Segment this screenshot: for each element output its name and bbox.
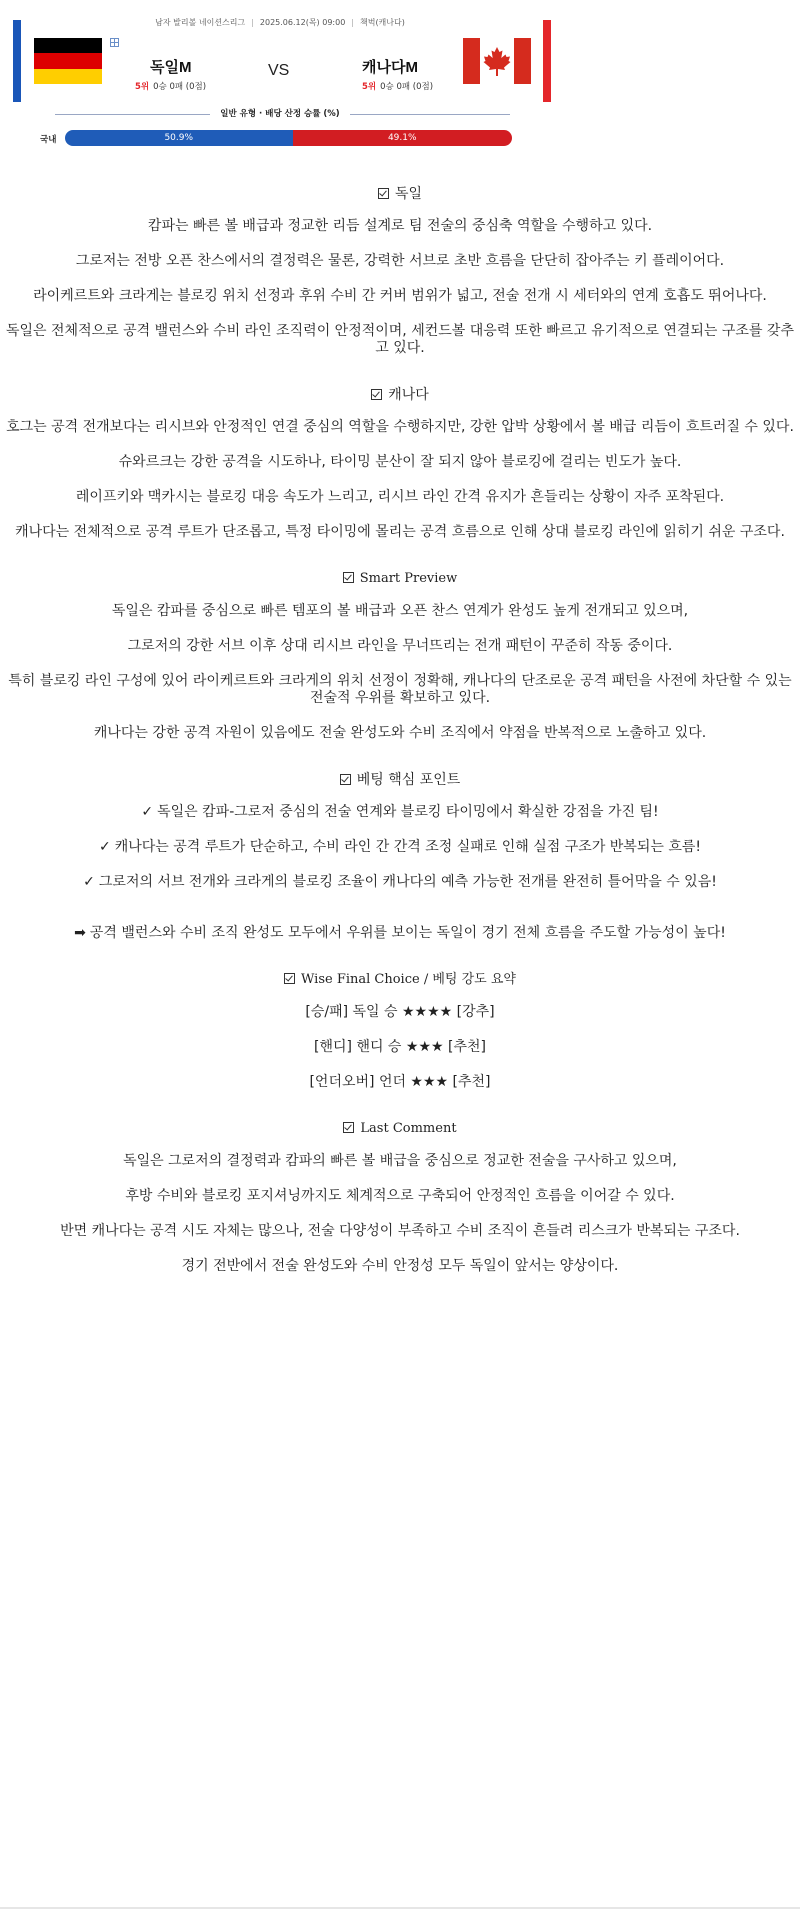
section-germany bbox=[0, 184, 800, 357]
home-team-rank: 5위 bbox=[135, 82, 150, 92]
conclusion: ➡ 공격 밸런스와 수비 조직 완성도 모두에서 우위를 보이는 독일이 경기 전체 흐름을 주도할 가능성이 높다! bbox=[74, 925, 726, 941]
check-icon: ✓ bbox=[141, 804, 154, 820]
odds-title: 일반 유형 · 배당 산정 승률 (%) bbox=[210, 107, 350, 119]
match-datetime: 2025.06.12(목) 09:00 bbox=[259, 18, 346, 27]
paragraph: 캄파는 빠른 볼 배급과 정교한 리듬 설계로 팀 전술의 중심축 역할을 수행하고 있다. bbox=[147, 218, 653, 234]
section-title: Last Comment bbox=[0, 1119, 800, 1139]
section-title: 독일 bbox=[0, 184, 800, 204]
home-team-score: 0승 0패 (0점) bbox=[153, 82, 207, 92]
paragraph: 특히 블로킹 라인 구성에 있어 라이케르트와 크라게의 위치 선정이 정확해, 캐나다의 단조로운 공격 패턴을 사전에 차단할 수 있는 전술적 우위를 확보하고 있다. bbox=[8, 673, 792, 706]
paragraph: 반면 캐나다는 공격 시도 자체는 많으나, 전술 다양성이 부족하고 수비 조직이 흔들려 리스크가 반복되는 구조다. bbox=[60, 1223, 740, 1239]
away-team-record bbox=[362, 80, 433, 92]
checkbox-icon bbox=[340, 774, 351, 785]
section-canada bbox=[0, 385, 800, 541]
paragraph: 호그는 공격 전개보다는 리시브와 안정적인 연결 중심의 역할을 수행하지만, 강한 압박 상황에서 볼 배급 리듬이 흐트러질 수 있다. bbox=[6, 419, 794, 435]
paragraph: 캐나다는 강한 공격 자원이 있음에도 전술 완성도와 수비 조직에서 약점을 반복적으로 노출하고 있다. bbox=[93, 725, 707, 741]
pick-line: [언더오버] 언더 ★★★ [추천] bbox=[309, 1074, 491, 1090]
checkbox-icon bbox=[343, 1122, 354, 1133]
list-item: ✓ 그로저의 서브 전개와 크라게의 블로킹 조율이 캐나다의 예측 가능한 전개를 완전히 틀어막을 수 있음! bbox=[83, 874, 717, 890]
list-item: ✓ 캐나다는 공격 루트가 단순하고, 수비 라인 간 간격 조정 실패로 인해 실점 구조가 반복되는 흐름! bbox=[98, 839, 701, 855]
checkbox-icon bbox=[343, 572, 354, 583]
paragraph: 라이케르트와 크라게는 블로킹 위치 선정과 후위 수비 간 커버 범위가 넓고, 전술 전개 시 세터와의 연계 호흡도 뛰어나다. bbox=[33, 288, 767, 304]
list-item: ✓ 독일은 캄파-그로저 중심의 전술 연계와 블로킹 타이밍에서 확실한 강점을 가진 팀! bbox=[141, 804, 659, 820]
away-team-score: 0승 0패 (0점) bbox=[380, 82, 434, 92]
home-probability: 50.9% bbox=[65, 130, 293, 146]
section-smart-preview bbox=[0, 569, 800, 742]
paragraph: 캐나다는 전체적으로 공격 루트가 단조롭고, 특정 타이밍에 몰리는 공격 흐름으로 인해 상대 블로킹 라인에 읽히기 쉬운 구조다. bbox=[15, 524, 785, 540]
pick-line: [승/패] 독일 승 ★★★★ [강추] bbox=[305, 1004, 495, 1020]
away-probability: 49.1% bbox=[293, 130, 512, 146]
paragraph: 후방 수비와 블로킹 포지셔닝까지도 체계적으로 구축되어 안정적인 흐름을 이어갈 수 있다. bbox=[125, 1188, 675, 1204]
arrow-right-icon: ➡ bbox=[74, 925, 86, 941]
pick-line: [핸디] 핸디 승 ★★★ [추천] bbox=[314, 1039, 486, 1055]
match-header bbox=[0, 0, 560, 160]
prob-label: 국내 bbox=[40, 135, 57, 145]
section-title: Wise Final Choice / 베팅 강도 요약 bbox=[0, 970, 800, 990]
section-last-comment bbox=[0, 1119, 800, 1275]
home-accent-bar bbox=[13, 20, 21, 102]
check-icon: ✓ bbox=[83, 874, 95, 890]
match-venue: 책벅(캐나다) bbox=[359, 18, 405, 27]
section-title: 캐나다 bbox=[0, 385, 800, 405]
match-info: 남자 발리볼 네이션스리그 | 2025.06.12(목) 09:00 | 책벅(캐나다) bbox=[155, 18, 405, 27]
paragraph: 그로저는 전방 오픈 찬스에서의 결정력은 물론, 강력한 서브로 초반 흐름을 단단히 잡아주는 키 플레이어다. bbox=[75, 253, 725, 269]
vs-label: VS bbox=[268, 62, 290, 79]
germany-flag-icon bbox=[34, 38, 102, 84]
paragraph: 그로저의 강한 서브 이후 상대 리시브 라인을 무너뜨리는 전개 패턴이 꾸준히 작동 중이다. bbox=[127, 638, 673, 654]
check-icon: ✓ bbox=[98, 839, 111, 855]
canada-flag-icon bbox=[463, 38, 531, 84]
league-name: 남자 발리볼 네이션스리그 bbox=[155, 18, 246, 27]
paragraph: 슈와르크는 강한 공격을 시도하나, 타이밍 분산이 잘 되지 않아 블로킹에 걸리는 빈도가 높다. bbox=[118, 454, 682, 470]
article-body bbox=[0, 184, 800, 1303]
checkbox-icon bbox=[284, 973, 295, 984]
win-probability-bar bbox=[65, 130, 512, 146]
checkbox-icon bbox=[371, 389, 382, 400]
section-betting-points bbox=[0, 770, 800, 942]
grid-icon bbox=[110, 38, 119, 47]
paragraph: 독일은 그로저의 결정력과 캄파의 빠른 볼 배급을 중심으로 정교한 전술을 구사하고 있으며, bbox=[123, 1153, 677, 1169]
checkbox-icon bbox=[378, 188, 389, 199]
away-team-rank: 5위 bbox=[362, 82, 377, 92]
home-team-name: 독일M bbox=[150, 59, 192, 76]
paragraph: 독일은 캄파를 중심으로 빠른 템포의 볼 배급과 오픈 찬스 연계가 완성도 높게 전개되고 있으며, bbox=[111, 603, 689, 619]
paragraph: 경기 전반에서 전술 완성도와 수비 안정성 모두 독일이 앞서는 양상이다. bbox=[181, 1258, 619, 1274]
section-final-choice bbox=[0, 970, 800, 1091]
section-title: Smart Preview bbox=[0, 569, 800, 589]
paragraph: 독일은 전체적으로 공격 밸런스와 수비 라인 조직력이 안정적이며, 세컨드볼 대응력 또한 빠르고 유기적으로 연결되는 구조를 갖추고 있다. bbox=[6, 323, 794, 356]
paragraph: 레이프키와 맥카시는 블로킹 대응 속도가 느리고, 리시브 라인 간격 유지가 흔들리는 상황이 자주 포착된다. bbox=[75, 489, 725, 505]
away-team-name: 캐나다M bbox=[362, 59, 418, 76]
away-accent-bar bbox=[543, 20, 551, 102]
section-title: 베팅 핵심 포인트 bbox=[0, 770, 800, 790]
home-team-record bbox=[135, 80, 206, 92]
